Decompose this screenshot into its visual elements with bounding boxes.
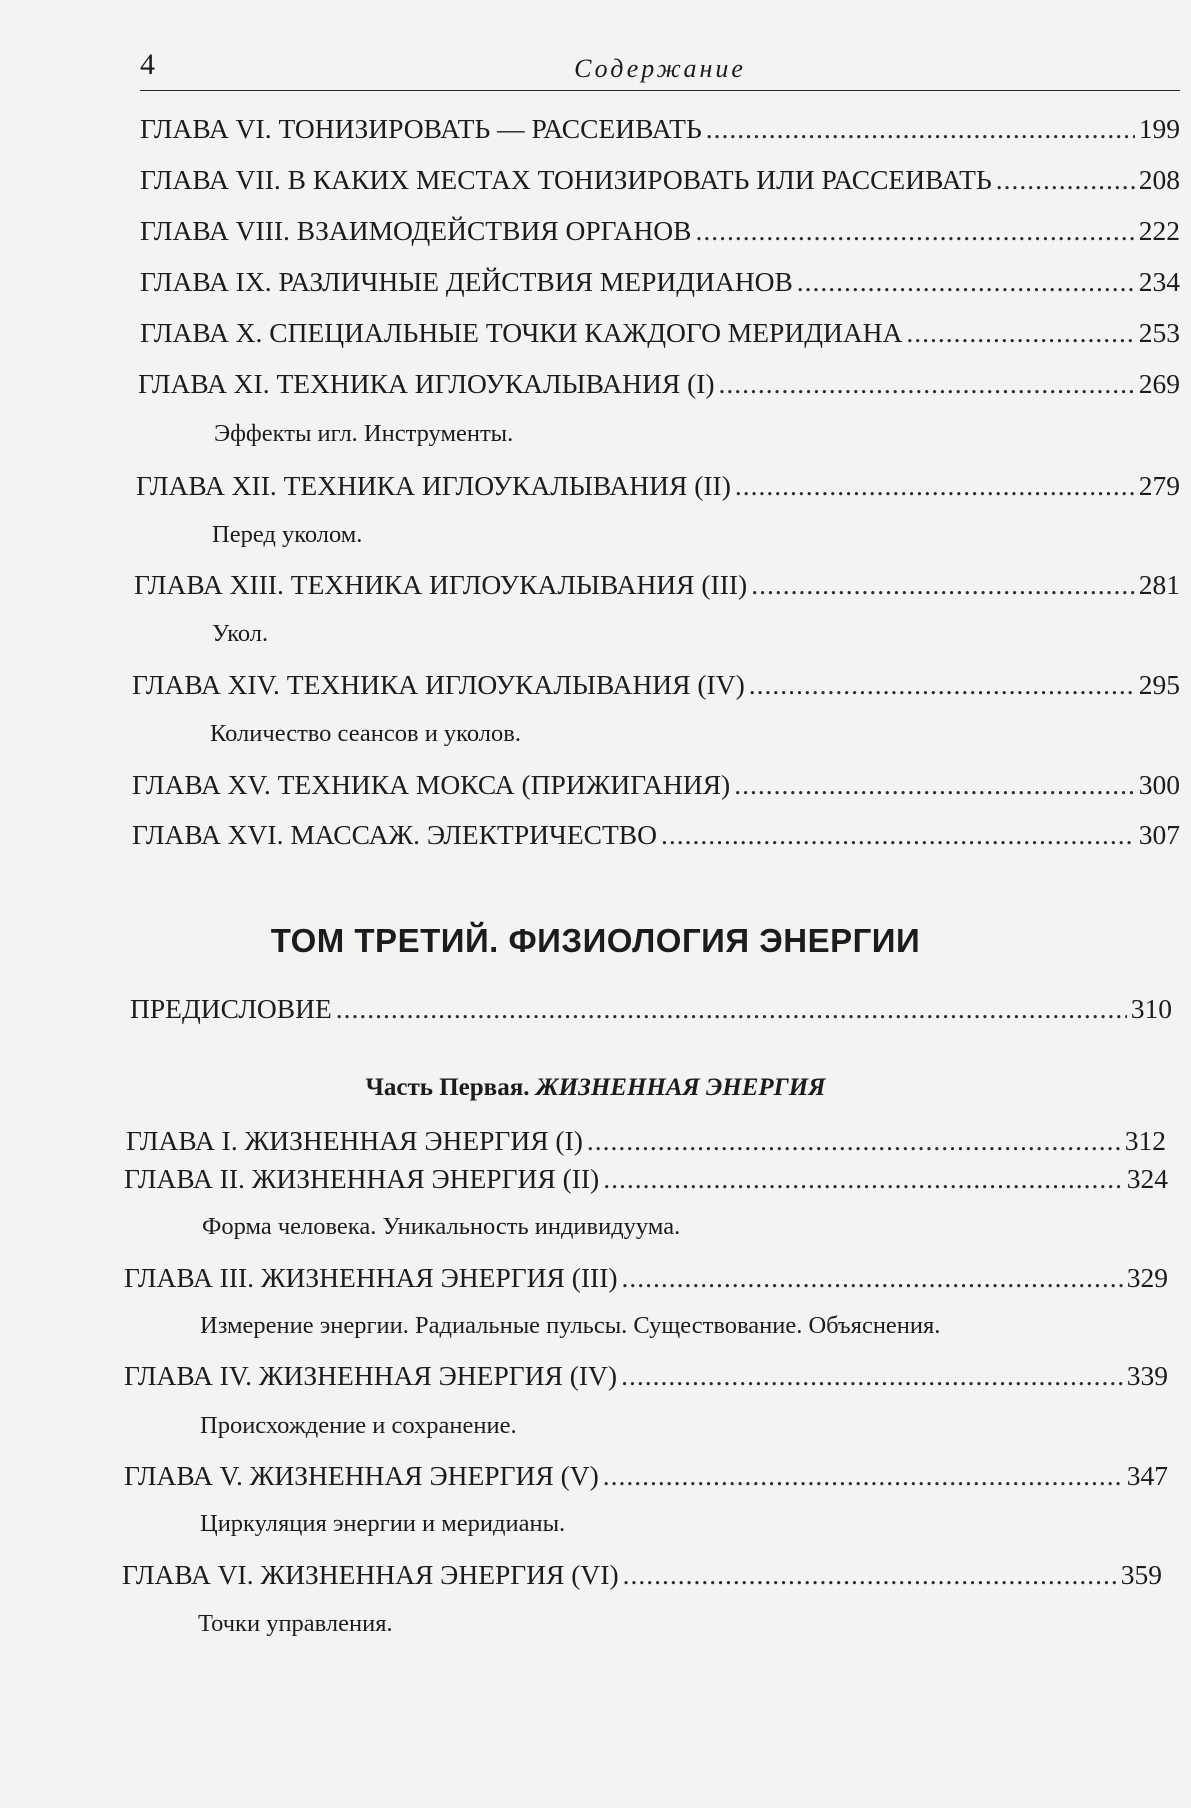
toc-entry-preface (130, 993, 1172, 1025)
toc-entry-page: 312 (1124, 1125, 1166, 1156)
toc-entry (136, 470, 1180, 502)
toc-entry-page: 295 (1138, 669, 1180, 700)
leader-dots (906, 317, 1134, 349)
leader-dots (751, 569, 1135, 601)
toc-entry-subtitle: Форма человека. Уникальность индивидуума. (202, 1213, 681, 1240)
toc-entry-title: ГЛАВА XI. ТЕХНИКА ИГЛОУКАЛЫВАНИЯ (I) (138, 368, 715, 399)
toc-entry (132, 819, 1180, 851)
toc-entry-subtitle: Измерение энергии. Радиальные пульсы. Существование. Объяснения. (200, 1312, 941, 1339)
leader-dots (622, 1262, 1123, 1294)
toc-entry-subtitle: Укол. (212, 620, 269, 647)
leader-dots (623, 1559, 1117, 1591)
leader-dots (661, 819, 1135, 851)
leader-dots (587, 1125, 1121, 1157)
toc-entry-title: ГЛАВА III. ЖИЗНЕННАЯ ЭНЕРГИЯ (III) (124, 1262, 618, 1293)
toc-entry-page: 281 (1138, 569, 1180, 600)
leader-dots (706, 113, 1135, 145)
toc-entry-page: 253 (1138, 317, 1180, 348)
toc-entry (124, 1163, 1168, 1195)
toc-entry-page: 300 (1138, 769, 1180, 800)
leader-dots (603, 1163, 1123, 1195)
toc-entry-subtitle: Количество сеансов и уколов. (210, 720, 521, 747)
volume-title: ТОМ ТРЕТИЙ. ФИЗИОЛОГИЯ ЭНЕРГИИ (270, 922, 921, 959)
toc-entry-title: ГЛАВА VIII. ВЗАИМОДЕЙСТВИЯ ОРГАНОВ (140, 215, 692, 246)
toc-entry-page: 234 (1138, 266, 1180, 297)
toc-entry-title: ГЛАВА IV. ЖИЗНЕННАЯ ЭНЕРГИЯ (IV) (124, 1360, 618, 1391)
toc-entry-subtitle: Перед уколом. (212, 521, 363, 548)
toc-entry-title: ГЛАВА II. ЖИЗНЕННАЯ ЭНЕРГИЯ (II) (124, 1163, 600, 1194)
toc-entry-title: ГЛАВА VI. ЖИЗНЕННАЯ ЭНЕРГИЯ (VI) (122, 1559, 619, 1590)
toc-entry (140, 113, 1180, 145)
toc-entry-subtitle: Эффекты игл. Инструменты. (214, 420, 514, 447)
toc-entry-page: 307 (1138, 819, 1180, 850)
toc-entry-title: ГЛАВА V. ЖИЗНЕННАЯ ЭНЕРГИЯ (V) (124, 1460, 599, 1491)
leader-dots (336, 993, 1127, 1025)
toc-entry-title: ГЛАВА XII. ТЕХНИКА ИГЛОУКАЛЫВАНИЯ (II) (136, 470, 731, 501)
leader-dots (749, 669, 1135, 701)
toc-entry-page: 269 (1138, 368, 1180, 399)
leader-dots (996, 164, 1135, 196)
toc-entry (132, 669, 1180, 701)
toc-entry (140, 266, 1180, 298)
toc-entry-page: 279 (1138, 470, 1180, 501)
leader-dots (735, 470, 1135, 502)
page-number: 4 (140, 48, 155, 81)
toc-entry-title: ПРЕДИСЛОВИЕ (130, 993, 332, 1024)
part-title (0, 1074, 1191, 1102)
toc-entry-title: ГЛАВА I. ЖИЗНЕННАЯ ЭНЕРГИЯ (I) (126, 1125, 583, 1156)
running-title: Содержание (574, 54, 746, 83)
toc-entry-page: 347 (1126, 1460, 1168, 1491)
toc-entry-subtitle: Циркуляция энергии и меридианы. (200, 1510, 566, 1537)
toc-entry (140, 317, 1180, 349)
leader-dots (719, 368, 1135, 400)
toc-entry-title: ГЛАВА X. СПЕЦИАЛЬНЫЕ ТОЧКИ КАЖДОГО МЕРИДИАНА (140, 317, 903, 348)
toc-entry-title: ГЛАВА XV. ТЕХНИКА МОКСА (ПРИЖИГАНИЯ) (132, 769, 731, 800)
toc-entry (134, 569, 1180, 601)
toc-entry (132, 769, 1180, 801)
toc-entry (124, 1262, 1168, 1294)
toc-entry-page: 339 (1126, 1360, 1168, 1391)
toc-entry-page: 329 (1126, 1262, 1168, 1293)
toc-entry-page: 199 (1138, 113, 1180, 144)
leader-dots (621, 1360, 1123, 1392)
part-label: Часть Первая. (365, 1074, 530, 1101)
toc-entry-subtitle: Точки управления. (198, 1610, 393, 1637)
toc-entry (124, 1460, 1168, 1492)
part-name: ЖИЗНЕННАЯ ЭНЕРГИЯ (535, 1074, 826, 1101)
toc-entry (124, 1360, 1168, 1392)
toc-entry (140, 164, 1180, 196)
toc-entry-title: ГЛАВА VII. В КАКИХ МЕСТАХ ТОНИЗИРОВАТЬ ИЛИ РАССЕИВАТЬ (140, 164, 992, 195)
toc-entry-page: 208 (1138, 164, 1180, 195)
toc-entry-title: ГЛАВА XIII. ТЕХНИКА ИГЛОУКАЛЫВАНИЯ (III) (134, 569, 748, 600)
toc-entry (140, 215, 1180, 247)
leader-dots (734, 769, 1135, 801)
leader-dots (797, 266, 1135, 298)
toc-entry (138, 368, 1180, 400)
leader-dots (696, 215, 1135, 247)
toc-entry-page: 222 (1138, 215, 1180, 246)
toc-entry-title: ГЛАВА XVI. МАССАЖ. ЭЛЕКТРИЧЕСТВО (132, 819, 657, 850)
toc-entry-page: 324 (1126, 1163, 1168, 1194)
toc-entry-page: 359 (1120, 1559, 1162, 1590)
leader-dots (603, 1460, 1123, 1492)
toc-entry-title: ГЛАВА VI. ТОНИЗИРОВАТЬ — РАССЕИВАТЬ (140, 113, 702, 144)
toc-entry (126, 1125, 1166, 1157)
toc-entry-subtitle: Происхождение и сохранение. (200, 1412, 517, 1439)
toc-entry-title: ГЛАВА IX. РАЗЛИЧНЫЕ ДЕЙСТВИЯ МЕРИДИАНОВ (140, 266, 793, 297)
toc-entry (122, 1559, 1162, 1591)
toc-entry-page: 310 (1130, 993, 1172, 1024)
toc-entry-title: ГЛАВА XIV. ТЕХНИКА ИГЛОУКАЛЫВАНИЯ (IV) (132, 669, 745, 700)
page-header (140, 48, 1180, 91)
